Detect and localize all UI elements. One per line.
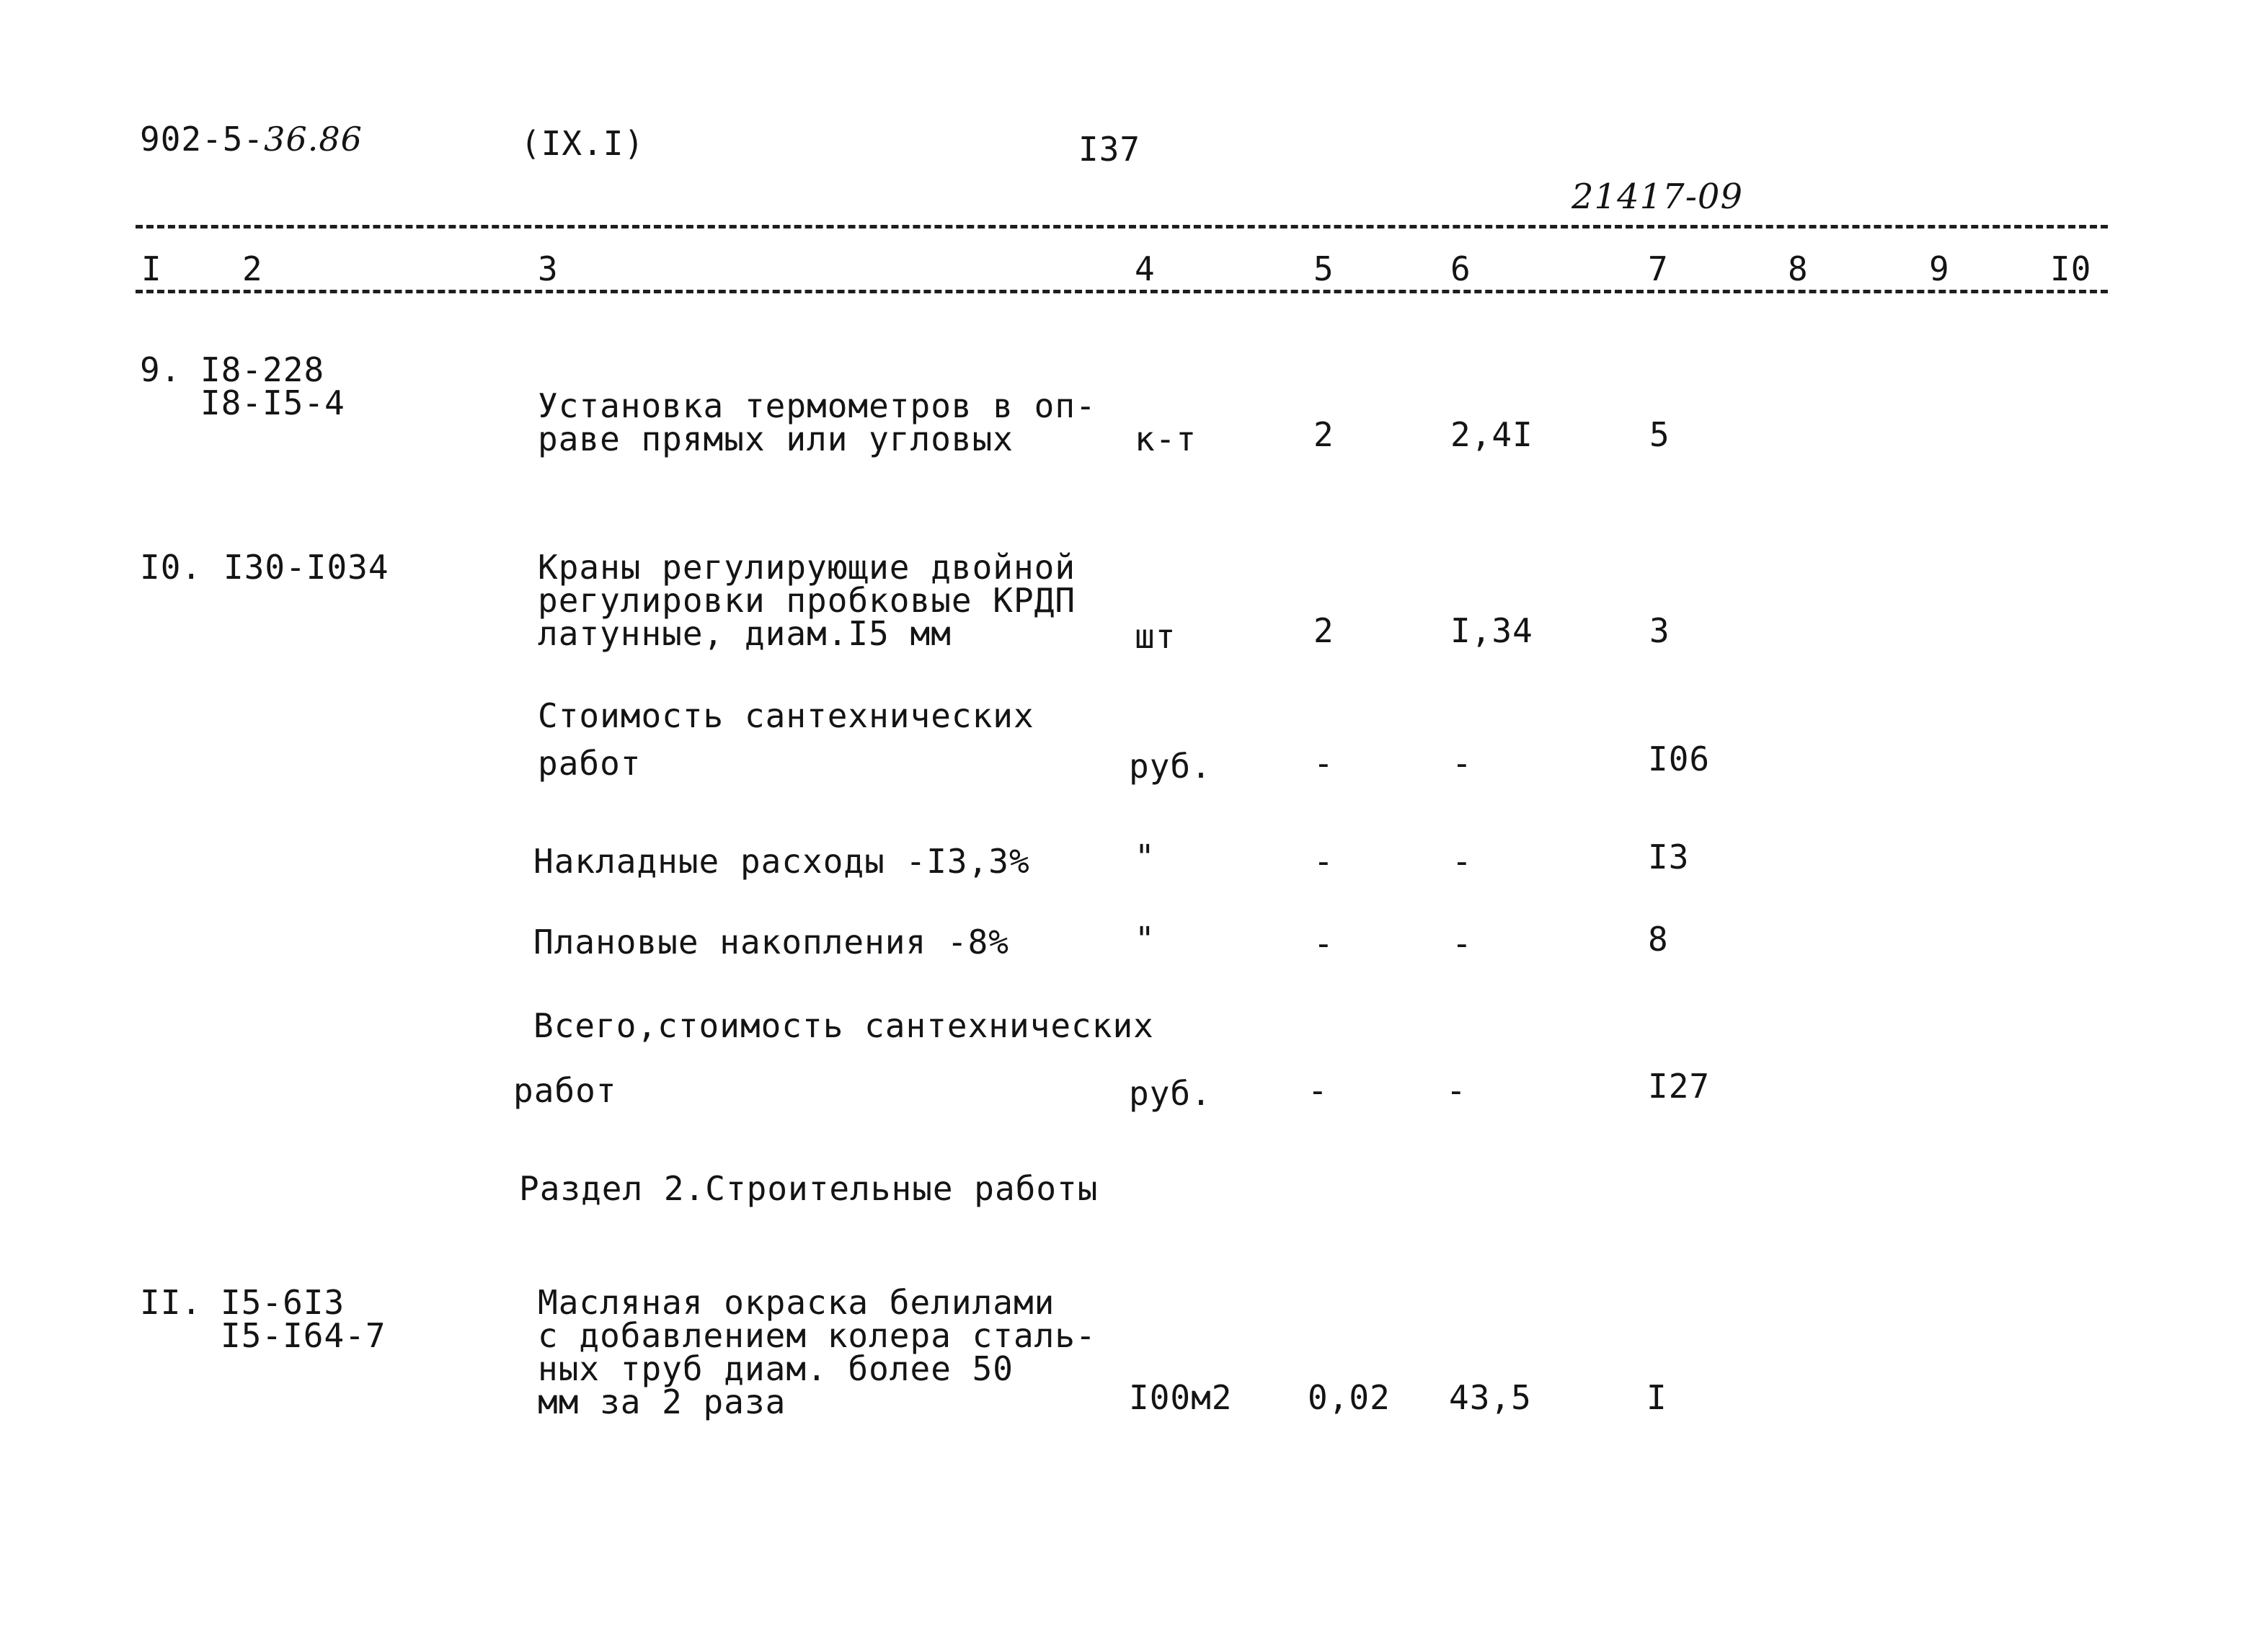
total: 3	[1649, 611, 1670, 650]
quantity: -	[1313, 744, 1334, 783]
summary-label-continued: работ	[538, 744, 642, 783]
quantity: 2	[1313, 415, 1334, 454]
unit: руб.	[1129, 747, 1212, 786]
inventory-number: 21417-09	[1571, 177, 1743, 217]
column-header-3: 3	[538, 249, 559, 288]
column-header-7: 7	[1648, 249, 1669, 288]
document-number-handwritten: 36.86	[264, 120, 363, 159]
column-header-8: 8	[1788, 249, 1809, 288]
summary-label: Накладные расходы -I3,3%	[533, 842, 1030, 881]
unit: I00м2	[1129, 1378, 1233, 1417]
column-header-9: 9	[1929, 249, 1950, 288]
unit-price: I,34	[1450, 611, 1533, 650]
page-number: I37	[1078, 130, 1141, 169]
rate-code: I8-228 I8-I5-4	[200, 350, 345, 422]
summary-label: Плановые накопления -8%	[533, 923, 1009, 962]
unit: "	[1135, 920, 1156, 959]
total: I27	[1648, 1067, 1711, 1106]
rate-code: I5-6I3 I5-I64-7	[221, 1283, 386, 1355]
unit: руб.	[1129, 1074, 1212, 1113]
document-number-printed: 902-5-	[140, 120, 265, 159]
unit-price: -	[1452, 842, 1473, 881]
column-header-4: 4	[1135, 249, 1156, 288]
row-number: 9.	[140, 350, 182, 389]
row-number: I0.	[140, 548, 203, 587]
unit-price: -	[1452, 744, 1473, 783]
summary-label-continued: работ	[513, 1071, 617, 1110]
item-description: Краны регулирующие двойной регулировки пробковые КРДП латунные, диам.I5 мм	[538, 548, 1076, 653]
summary-label: Стоимость сантехнических	[538, 696, 1034, 735]
unit: шт	[1135, 617, 1176, 656]
quantity: 0,02	[1308, 1378, 1391, 1417]
column-header-10: I0	[2050, 249, 2092, 288]
item-description: Установка термометров в оп- раве прямых или угловых	[538, 386, 1096, 458]
section-code: (IX.I)	[520, 124, 645, 163]
quantity: -	[1308, 1071, 1329, 1110]
header-rule-top	[136, 225, 2108, 228]
unit-price: 43,5	[1449, 1378, 1532, 1417]
summary-label: Всего,стоимость сантехнических	[533, 1006, 1154, 1045]
quantity: -	[1313, 842, 1334, 881]
row-number: II.	[140, 1283, 203, 1322]
section-title: Раздел 2.Строительные работы	[519, 1169, 1099, 1208]
document-number	[140, 120, 363, 159]
total: I	[1646, 1378, 1667, 1417]
unit: к-т	[1135, 419, 1197, 458]
quantity: 2	[1313, 611, 1334, 650]
total: I06	[1648, 740, 1711, 778]
unit-price: -	[1452, 924, 1473, 963]
unit-price: 2,4I	[1450, 415, 1533, 454]
total: 8	[1648, 920, 1669, 959]
quantity: -	[1313, 924, 1334, 963]
item-description: Масляная окраска белилами с добавлением колера сталь- ных труб диам. более 50 мм за 2 раза	[538, 1283, 1096, 1421]
rate-code: I30-I034	[223, 548, 389, 587]
header-rule-bottom	[136, 290, 2108, 293]
column-header-2: 2	[242, 249, 263, 288]
column-header-5: 5	[1313, 249, 1334, 288]
unit: "	[1135, 838, 1156, 876]
total: 5	[1649, 415, 1670, 454]
column-header-1: I	[141, 249, 162, 288]
unit-price: -	[1446, 1071, 1467, 1110]
total: I3	[1648, 838, 1690, 876]
column-header-6: 6	[1450, 249, 1471, 288]
